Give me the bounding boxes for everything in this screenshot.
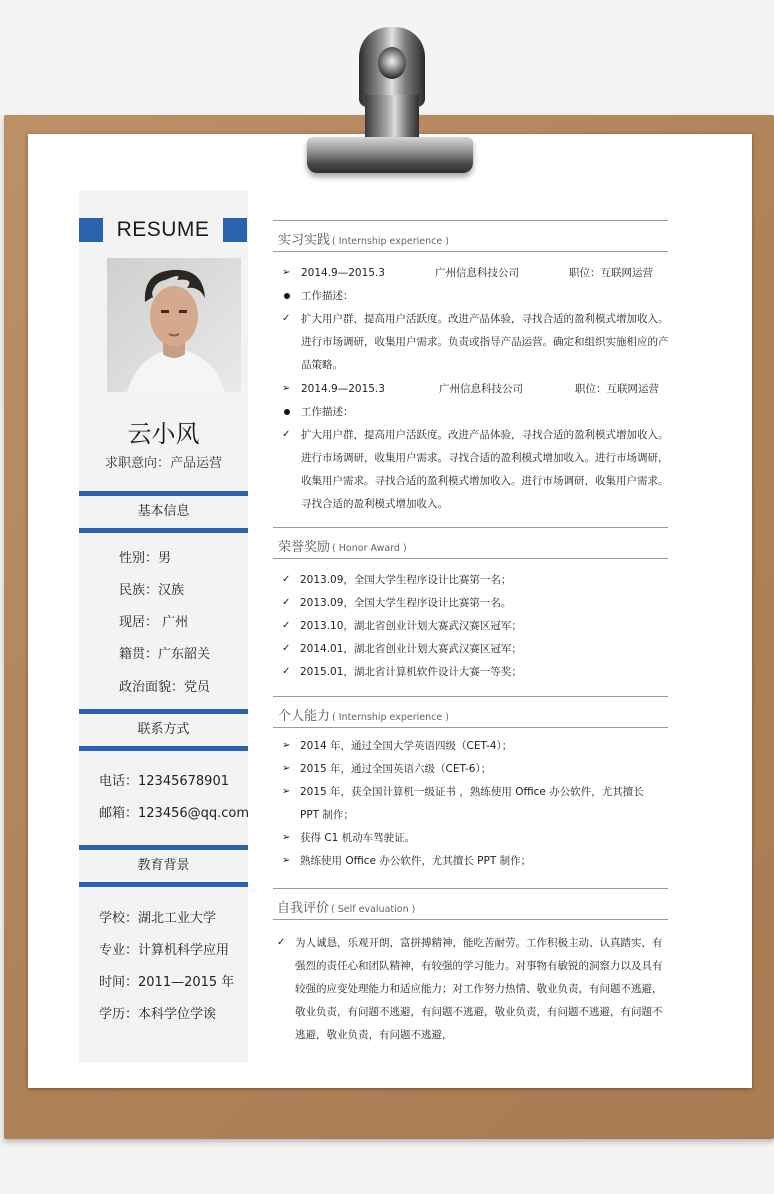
ability-item: PPT 制作； <box>300 809 354 821</box>
honor-item: 2013.09，全国大学生程序设计比赛第一名。 <box>300 597 512 609</box>
arrow-icon: ➢ <box>282 832 291 843</box>
job-period: 2014.9—2015.3 <box>301 383 385 395</box>
contact-phone: 电话：12345678901 <box>99 774 229 789</box>
honor-item: 2013.10，湖北省创业计划大赛武汉赛区冠军； <box>300 620 522 632</box>
job-position: 职位：互联网运营 <box>575 383 659 395</box>
edu-period: 时间：2011—2015 年 <box>99 975 235 990</box>
ability-item: 2015 年，获全国计算机一级证书 ，熟练使用 Office 办公软件，尤其擅长 <box>300 786 644 798</box>
check-icon: ✓ <box>282 313 291 324</box>
job-desc-label: 工作描述： <box>301 406 354 418</box>
job-position: 职位：互联网运营 <box>569 267 653 279</box>
honor-item: 2015.01，湖北省计算机软件设计大赛一等奖； <box>300 666 522 678</box>
ability-item: 2015 年，通过全国英语六级（CET-6）； <box>300 763 492 775</box>
section-title: 联系方式 <box>137 722 190 737</box>
edu-school: 学校：湖北工业大学 <box>99 911 217 926</box>
check-icon: ✓ <box>282 620 291 631</box>
job-desc-line: 扩大用户群，提高用户活跃度。改进产品体验，寻找合适的盈利模式增加收入。 <box>301 429 669 441</box>
edu-degree: 学历：本科学位学诶 <box>99 1007 217 1022</box>
info-residence: 现居： 广州 <box>119 615 189 630</box>
check-icon: ✓ <box>282 597 291 608</box>
section-title: 教育背景 <box>137 858 190 873</box>
honor-item: 2013.09，全国大学生程序设计比赛第一名； <box>300 574 512 586</box>
accent-block <box>79 218 103 242</box>
section-title: 荣誉奖励 ( Honor Award ) <box>278 540 407 555</box>
arrow-icon: ➢ <box>282 763 291 774</box>
self-eval-line: 敬业负责，有问题不逃避，有问题不逃避，敬业负责，有问题不逃避，有问题不 <box>295 1006 663 1018</box>
self-eval-line: 强烈的责任心和团队精神，有较强的学习能力。对事物有敏锐的洞察力以及具有 <box>295 960 663 972</box>
check-icon: ✓ <box>282 643 291 654</box>
job-company: 广州信息科技公司 <box>435 267 519 279</box>
edu-major: 专业：计算机科学应用 <box>99 943 230 958</box>
self-eval-line: 逃避，敬业负责，有问题不逃避， <box>295 1029 453 1041</box>
check-icon: ✓ <box>277 937 286 948</box>
job-intent: 求职意向：产品运营 <box>104 456 222 471</box>
job-desc-label: 工作描述： <box>301 290 354 302</box>
honor-item: 2014.01，湖北省创业计划大赛武汉赛区冠军； <box>300 643 522 655</box>
job-desc-line: 进行市场调研，收集用户需求。寻找合适的盈利模式增加收入。进行市场调研， <box>301 452 669 464</box>
arrow-icon: ➢ <box>282 267 291 278</box>
bullet-icon <box>284 409 290 415</box>
info-gender: 性别：男 <box>119 551 172 566</box>
bullet-icon <box>284 293 290 299</box>
resume-header <box>79 218 248 242</box>
section-header-contact <box>79 709 248 751</box>
contact-email: 邮箱：123456@qq.com <box>99 806 250 821</box>
info-hometown: 籍贯：广东韶关 <box>119 647 211 662</box>
section-header-education <box>79 845 248 887</box>
check-icon: ✓ <box>282 429 291 440</box>
job-desc-line: 寻找合适的盈利模式增加收入。 <box>301 498 448 510</box>
check-icon: ✓ <box>282 666 291 677</box>
job-desc-line: 扩大用户群，提高用户活跃度。改进产品体验，寻找合适的盈利模式增加收入。 <box>301 313 669 325</box>
candidate-name: 云小风 <box>127 420 200 448</box>
arrow-icon: ➢ <box>282 383 291 394</box>
check-icon: ✓ <box>282 574 291 585</box>
section-title: 基本信息 <box>137 504 190 519</box>
profile-photo <box>107 258 241 392</box>
arrow-icon: ➢ <box>282 786 291 797</box>
binder-clip-icon <box>305 25 475 175</box>
ability-item: 熟练使用 Office 办公软件，尤其擅长 PPT 制作； <box>300 855 532 867</box>
info-ethnicity: 民族：汉族 <box>119 583 185 598</box>
ability-item: 获得 C1 机动车驾驶证。 <box>300 832 416 844</box>
job-company: 广州信息科技公司 <box>439 383 523 395</box>
accent-block <box>223 218 247 242</box>
job-desc-line: 收集用户需求。寻找合适的盈利模式增加收入。进行市场调研，收集用户需求。 <box>301 475 669 487</box>
ability-item: 2014 年，通过全国大学英语四级（CET-4）； <box>300 740 513 752</box>
arrow-icon: ➢ <box>282 855 291 866</box>
job-period: 2014.9—2015.3 <box>301 267 385 279</box>
job-desc-line: 品策略。 <box>301 359 343 371</box>
info-political: 政治面貌：党员 <box>119 680 211 695</box>
section-title: 个人能力 ( Internship experience ) <box>278 709 449 724</box>
self-eval-line: 较强的应变处理能力和适应能力；对工作努力热情、敬业负责，有问题不逃避， <box>295 983 663 995</box>
section-title: 实习实践 ( Internship experience ) <box>278 233 449 248</box>
arrow-icon: ➢ <box>282 740 291 751</box>
section-header-basic <box>79 491 248 533</box>
job-desc-line: 进行市场调研，收集用户需求。负责或指导产品运营。确定和组织实施相应的产 <box>301 336 669 348</box>
sidebar <box>79 190 248 1062</box>
resume-title: RESUME <box>116 218 210 241</box>
self-eval-line: 为人诚恳，乐观开朗，富拼搏精神，能吃苦耐劳。工作积极主动、认真踏实，有 <box>295 937 663 949</box>
section-title: 自我评价 ( Self evaluation ) <box>277 901 416 916</box>
